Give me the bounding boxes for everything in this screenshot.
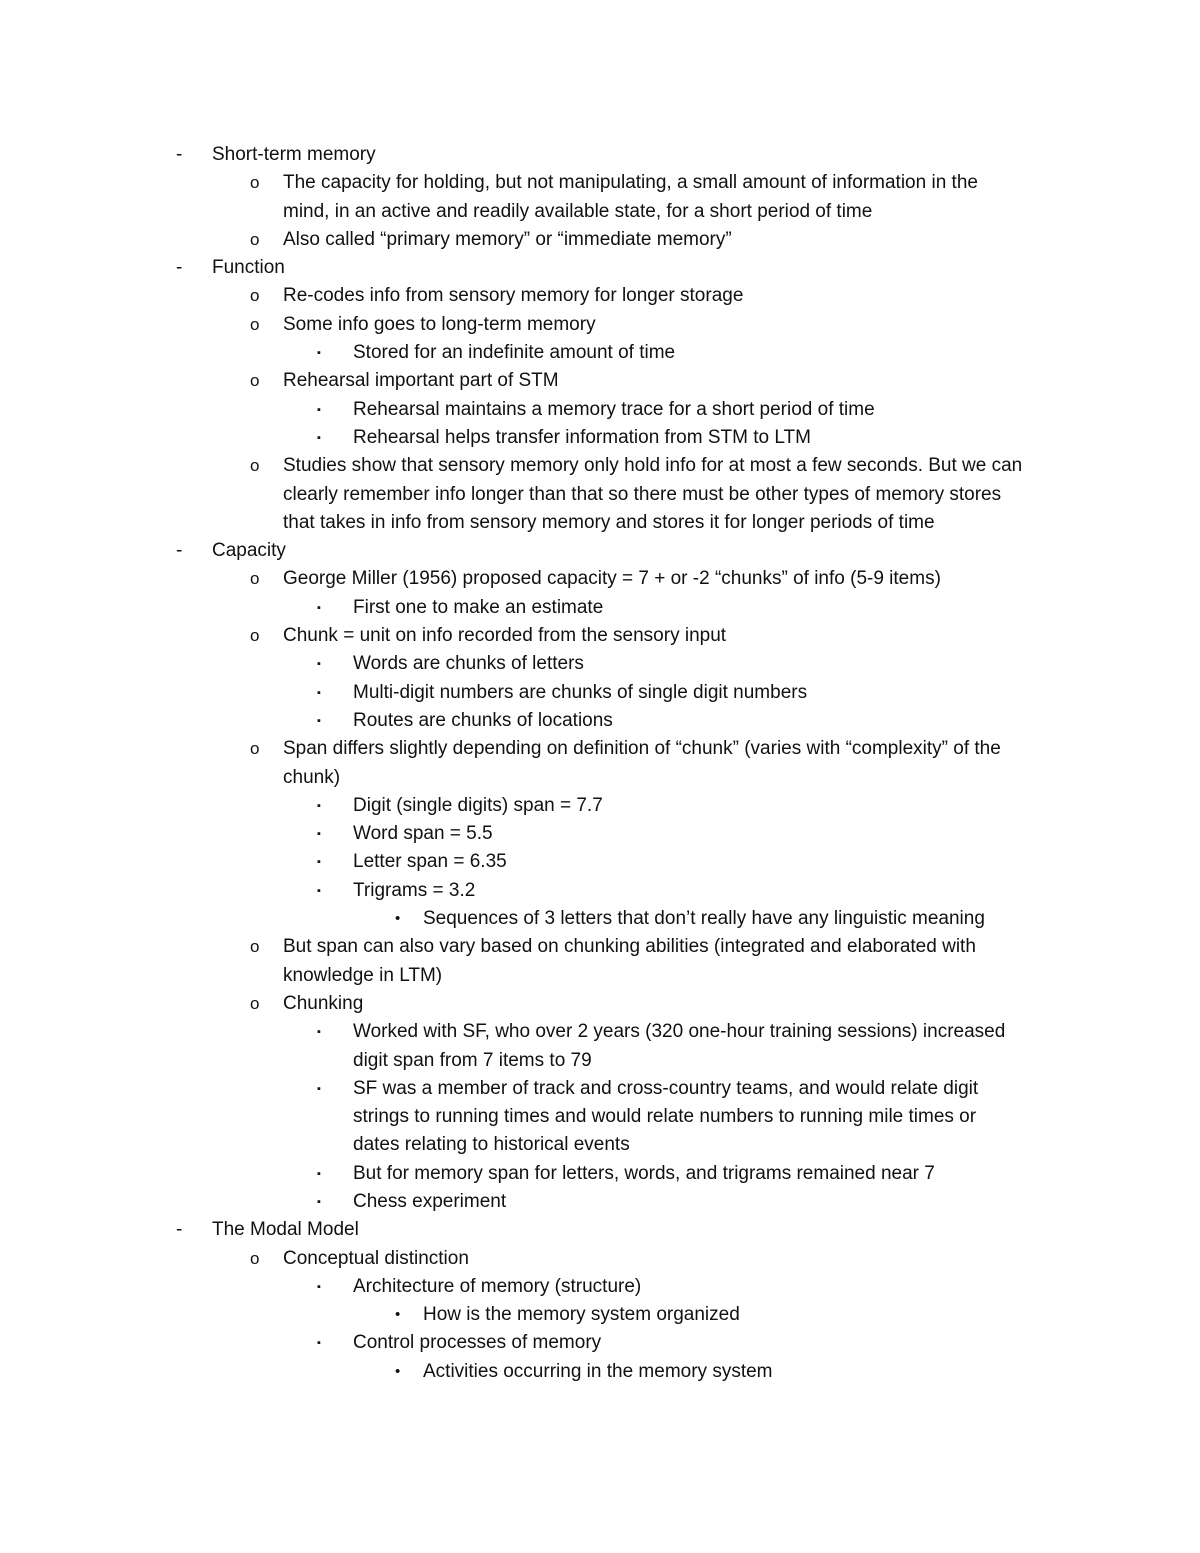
outline-item-continuation: [0, 509, 1200, 537]
square-bullet-icon: ▪: [317, 1337, 321, 1350]
outline-item-text: mind, in an active and readily available state, for a short period of time: [283, 200, 873, 222]
outline-item-text: Multi-digit numbers are chunks of single digit numbers: [353, 681, 808, 703]
circle-bullet-icon: o: [250, 569, 260, 589]
square-bullet-icon: ▪: [317, 1026, 321, 1039]
outline-item-text: Rehearsal helps transfer information from STM to LTM: [353, 426, 811, 448]
outline-item-text: SF was a member of track and cross-country teams, and would relate digit: [353, 1077, 979, 1099]
outline-item-text: The Modal Model: [212, 1219, 359, 1241]
outline-item-level-2: [0, 622, 1200, 650]
outline-item-text: that takes in info from sensory memory and stores it for longer periods of time: [283, 511, 935, 533]
outline-item-text: Digit (single digits) span = 7.7: [353, 794, 603, 816]
outline-item-text: Word span = 5.5: [353, 823, 493, 845]
outline-item-text: But span can also vary based on chunking abilities (integrated and elaborated with: [283, 936, 976, 958]
square-bullet-icon: ▪: [317, 601, 321, 614]
outline-item-text: Chess experiment: [353, 1190, 507, 1212]
dash-bullet-icon: -: [176, 1219, 183, 1241]
outline-item-text: Activities occurring in the memory system: [423, 1360, 773, 1382]
outline-item-text: Re-codes info from sensory memory for longer storage: [283, 285, 744, 307]
outline-item-text: Letter span = 6.35: [353, 851, 507, 873]
dash-bullet-icon: -: [176, 257, 183, 279]
outline-item-level-2: [0, 735, 1200, 763]
outline-item-level-3: [0, 707, 1200, 735]
outline-item-level-2: [0, 1245, 1200, 1273]
circle-bullet-icon: o: [250, 314, 260, 334]
outline-item-level-3: [0, 792, 1200, 820]
outline-item-text: Words are chunks of letters: [353, 653, 584, 675]
outline-item-level-2: [0, 282, 1200, 310]
outline-item-text: Chunking: [283, 992, 364, 1014]
outline-item-level-1: [0, 1216, 1200, 1244]
outline-item-text: Architecture of memory (structure): [353, 1275, 642, 1297]
outline-item-text: knowledge in LTM): [283, 964, 443, 986]
outline-item-text: Rehearsal important part of STM: [283, 370, 559, 392]
outline-item-text: strings to running times and would relate numbers to running mile times or: [353, 1106, 977, 1128]
outline-item-continuation: [0, 198, 1200, 226]
outline-item-level-2: [0, 452, 1200, 480]
dash-bullet-icon: -: [176, 144, 183, 165]
outline-item-level-2: [0, 990, 1200, 1018]
dash-bullet-icon: -: [176, 540, 183, 562]
outline-item-text: How is the memory system organized: [423, 1304, 740, 1326]
outline-item-text: Short-term memory: [212, 144, 376, 165]
outline-item-level-3: [0, 650, 1200, 678]
outline-item-text: First one to make an estimate: [353, 596, 604, 618]
outline-item-text: Studies show that sensory memory only hold info for at most a few seconds. But we can: [283, 455, 1023, 477]
outline-item-level-1: [0, 141, 1200, 169]
outline-item-text: Stored for an indefinite amount of time: [353, 342, 676, 364]
outline-item-level-2: [0, 565, 1200, 593]
circle-bullet-icon: o: [250, 229, 260, 249]
outline-item-continuation: [0, 1047, 1200, 1075]
circle-bullet-icon: o: [250, 286, 260, 306]
circle-bullet-icon: o: [250, 626, 260, 646]
outline-item-level-3: [0, 1160, 1200, 1188]
outline-item-text: digit span from 7 items to 79: [353, 1049, 592, 1071]
outline-item-continuation: [0, 962, 1200, 990]
outline-item-text: Also called “primary memory” or “immediate memory”: [283, 228, 732, 250]
dot-bullet-icon: •: [395, 910, 401, 928]
outline-item-level-2: [0, 169, 1200, 197]
circle-bullet-icon: o: [250, 1248, 260, 1268]
dot-bullet-icon: •: [395, 1306, 401, 1324]
outline-item-text: Control processes of memory: [353, 1332, 602, 1354]
outline-item-level-3: [0, 1018, 1200, 1046]
outline-item-level-3: [0, 1075, 1200, 1103]
outline-item-text: clearly remember info longer than that so there must be other types of memory stores: [283, 483, 1002, 505]
outline-item-continuation: [0, 481, 1200, 509]
circle-bullet-icon: o: [250, 739, 260, 759]
outline-item-text: Function: [212, 257, 285, 279]
outline-item-text: Trigrams = 3.2: [353, 879, 476, 901]
square-bullet-icon: ▪: [317, 1082, 321, 1095]
outline-item-level-2: [0, 226, 1200, 254]
square-bullet-icon: ▪: [317, 799, 321, 812]
outline-item-level-1: [0, 537, 1200, 565]
circle-bullet-icon: o: [250, 993, 260, 1013]
outline-item-text: Rehearsal maintains a memory trace for a short period of time: [353, 398, 875, 420]
outline-item-level-1: [0, 254, 1200, 282]
outline-item-text: But for memory span for letters, words, and trigrams remained near 7: [353, 1162, 935, 1184]
outline-item-level-3: [0, 848, 1200, 876]
square-bullet-icon: ▪: [317, 1167, 321, 1180]
square-bullet-icon: ▪: [317, 347, 321, 360]
outline-item-level-3: [0, 424, 1200, 452]
outline-item-text: The capacity for holding, but not manipulating, a small amount of information in the: [283, 172, 978, 194]
square-bullet-icon: ▪: [317, 884, 321, 897]
outline-item-level-3: [0, 1329, 1200, 1357]
outline-item-text: Worked with SF, who over 2 years (320 one-hour training sessions) increased: [353, 1021, 1006, 1043]
outline-item-level-4: [0, 1358, 1200, 1386]
square-bullet-icon: ▪: [317, 658, 321, 671]
outline-item-text: dates relating to historical events: [353, 1134, 630, 1156]
circle-bullet-icon: o: [250, 371, 260, 391]
circle-bullet-icon: o: [250, 937, 260, 957]
outline-item-level-3: [0, 877, 1200, 905]
square-bullet-icon: ▪: [317, 856, 321, 869]
outline-item-text: Routes are chunks of locations: [353, 709, 613, 731]
square-bullet-icon: ▪: [317, 1280, 321, 1293]
outline-item-level-3: [0, 1188, 1200, 1216]
outline-item-level-3: [0, 679, 1200, 707]
outline-item-level-2: [0, 367, 1200, 395]
square-bullet-icon: ▪: [317, 1195, 321, 1208]
outline-item-continuation: [0, 1131, 1200, 1159]
outline-item-text: Chunk = unit on info recorded from the sensory input: [283, 625, 727, 647]
outline-item-level-2: [0, 933, 1200, 961]
outline-item-level-3: [0, 339, 1200, 367]
outline-item-text: Sequences of 3 letters that don’t really have any linguistic meaning: [423, 908, 985, 930]
outline-item-level-3: [0, 396, 1200, 424]
dot-bullet-icon: •: [395, 1362, 401, 1380]
square-bullet-icon: ▪: [317, 714, 321, 727]
outline-item-level-3: [0, 820, 1200, 848]
outline-item-level-3: [0, 594, 1200, 622]
outline-item-text: Capacity: [212, 540, 286, 562]
outline-item-text: Conceptual distinction: [283, 1247, 469, 1269]
outline-item-text: Some info goes to long-term memory: [283, 313, 596, 335]
outline-item-text: George Miller (1956) proposed capacity = 7 + or -2 “chunks” of info (5-9 items): [283, 568, 941, 590]
circle-bullet-icon: o: [250, 173, 260, 193]
outline-item-text: chunk): [283, 766, 341, 788]
outline-item-level-3: [0, 1273, 1200, 1301]
outline-item-text: Span differs slightly depending on definition of “chunk” (varies with “complexity” of the: [283, 738, 1001, 760]
square-bullet-icon: ▪: [317, 403, 321, 416]
outline-item-continuation: [0, 764, 1200, 792]
outline-item-level-4: [0, 905, 1200, 933]
outline-item-level-4: [0, 1301, 1200, 1329]
square-bullet-icon: ▪: [317, 828, 321, 841]
notes-outline: [0, 141, 1200, 1386]
square-bullet-icon: ▪: [317, 431, 321, 444]
outline-item-level-2: [0, 311, 1200, 339]
outline-item-continuation: [0, 1103, 1200, 1131]
circle-bullet-icon: o: [250, 456, 260, 476]
square-bullet-icon: ▪: [317, 686, 321, 699]
